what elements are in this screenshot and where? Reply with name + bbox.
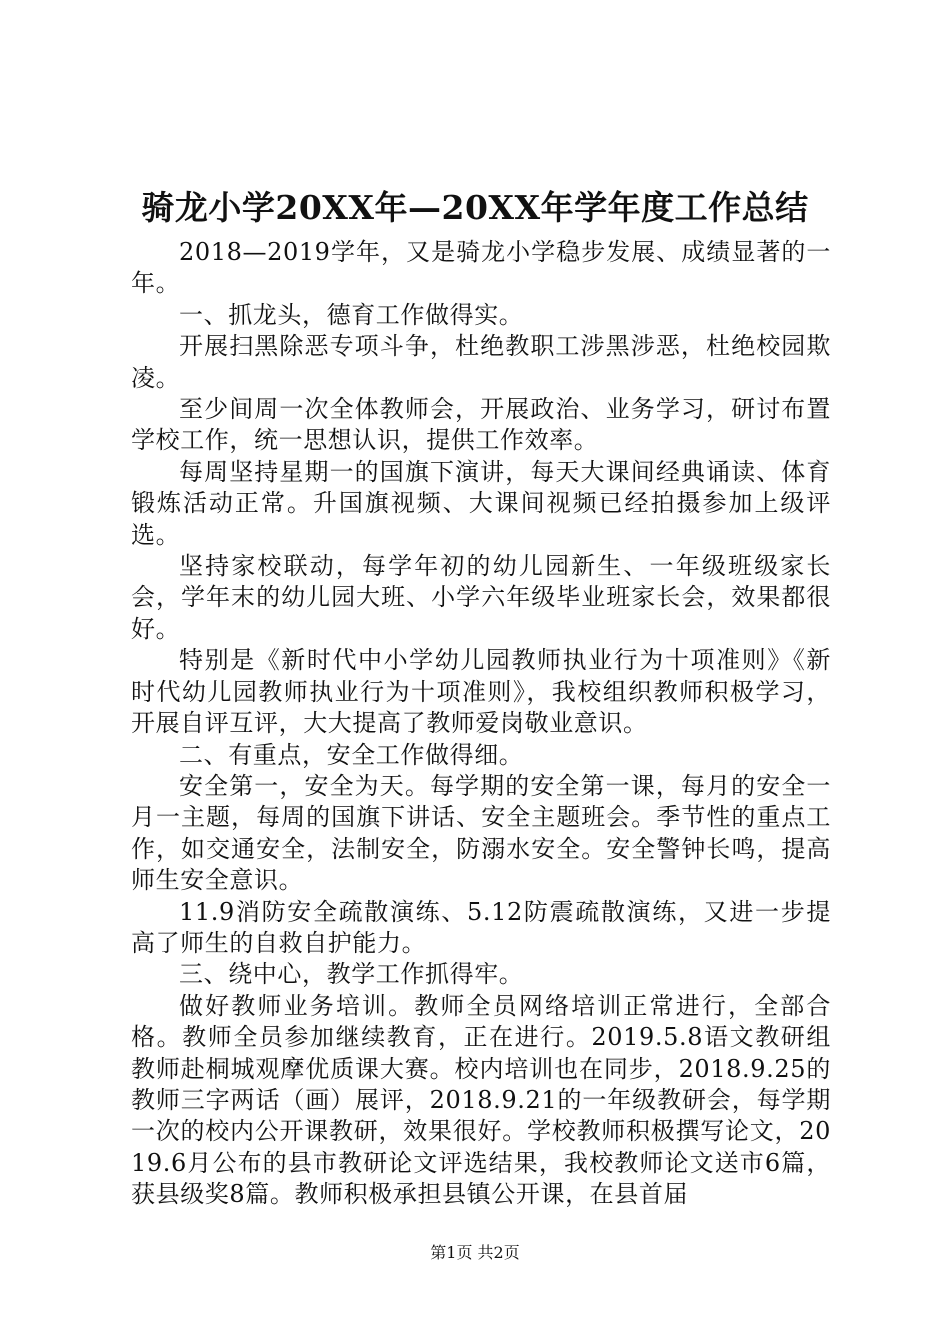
paragraph: 特别是《新时代中小学幼儿园教师执业行为十项准则》《新时代幼儿园教师执业行为十项准则》，我校组织教师积极学习，开展自评互评，大大提高了教师爱岗敬业意识。 xyxy=(131,646,831,738)
paragraph: 每周坚持星期一的国旗下演讲，每天大课间经典诵读、体育锻炼活动正常。升国旗视频、大课间视频已经拍摄参加上级评选。 xyxy=(131,457,831,549)
paragraph: 坚持家校联动，每学年初的幼儿园新生、一年级班级家长会，学年末的幼儿园大班、小学六年级毕业班家长会，效果都很好。 xyxy=(131,552,831,643)
paragraph: 做好教师业务培训。教师全员网络培训正常进行，全部合格。教师全员参加继续教育，正在进行。2019.5.8语文教研组教师赴桐城观摩优质课大赛。校内培训也在同步，2018.9.25的教师三字两话（画）展评，2018.9.21的一年级教研会，每学期一次的校内公开课教研，效果很好。学校教师积极撰写论文，2019.6月公布的县市教研论文评选结果，我校教师论文送市6篇，获县级奖8篇。教师积极承担县镇公开课，在县首届 xyxy=(131,991,831,1209)
section-heading-safety: 二、有重点，安全工作做得细。 xyxy=(179,740,524,769)
document-title: 骑龙小学20XX年—20XX年学年度工作总结 xyxy=(141,188,809,227)
document-body xyxy=(131,237,831,1211)
paragraph: 至少间周一次全体教师会，开展政治、业务学习，研讨布置学校工作，统一思想认识，提供工作效率。 xyxy=(131,395,831,455)
paragraph: 开展扫黑除恶专项斗争，杜绝教职工涉黑涉恶，杜绝校园欺凌。 xyxy=(131,332,831,392)
section-heading-teaching: 三、绕中心，教学工作抓得牢。 xyxy=(179,960,524,989)
section-heading-moral: 一、抓龙头，德育工作做得实。 xyxy=(179,300,524,329)
paragraph-intro: 2018—2019学年，又是骑龙小学稳步发展、成绩显著的一年。 xyxy=(131,238,831,298)
page-footer: 第1页 共2页 xyxy=(430,1243,520,1262)
paragraph: 11.9消防安全疏散演练、5.12防震疏散演练，又进一步提高了师生的自救自护能力。 xyxy=(131,897,831,957)
paragraph: 安全第一，安全为天。每学期的安全第一课，每月的安全一月一主题，每周的国旗下讲话、安全主题班会。季节性的重点工作，如交通安全，法制安全，防溺水安全。安全警钟长鸣，提高师生安全意识。 xyxy=(131,771,831,895)
